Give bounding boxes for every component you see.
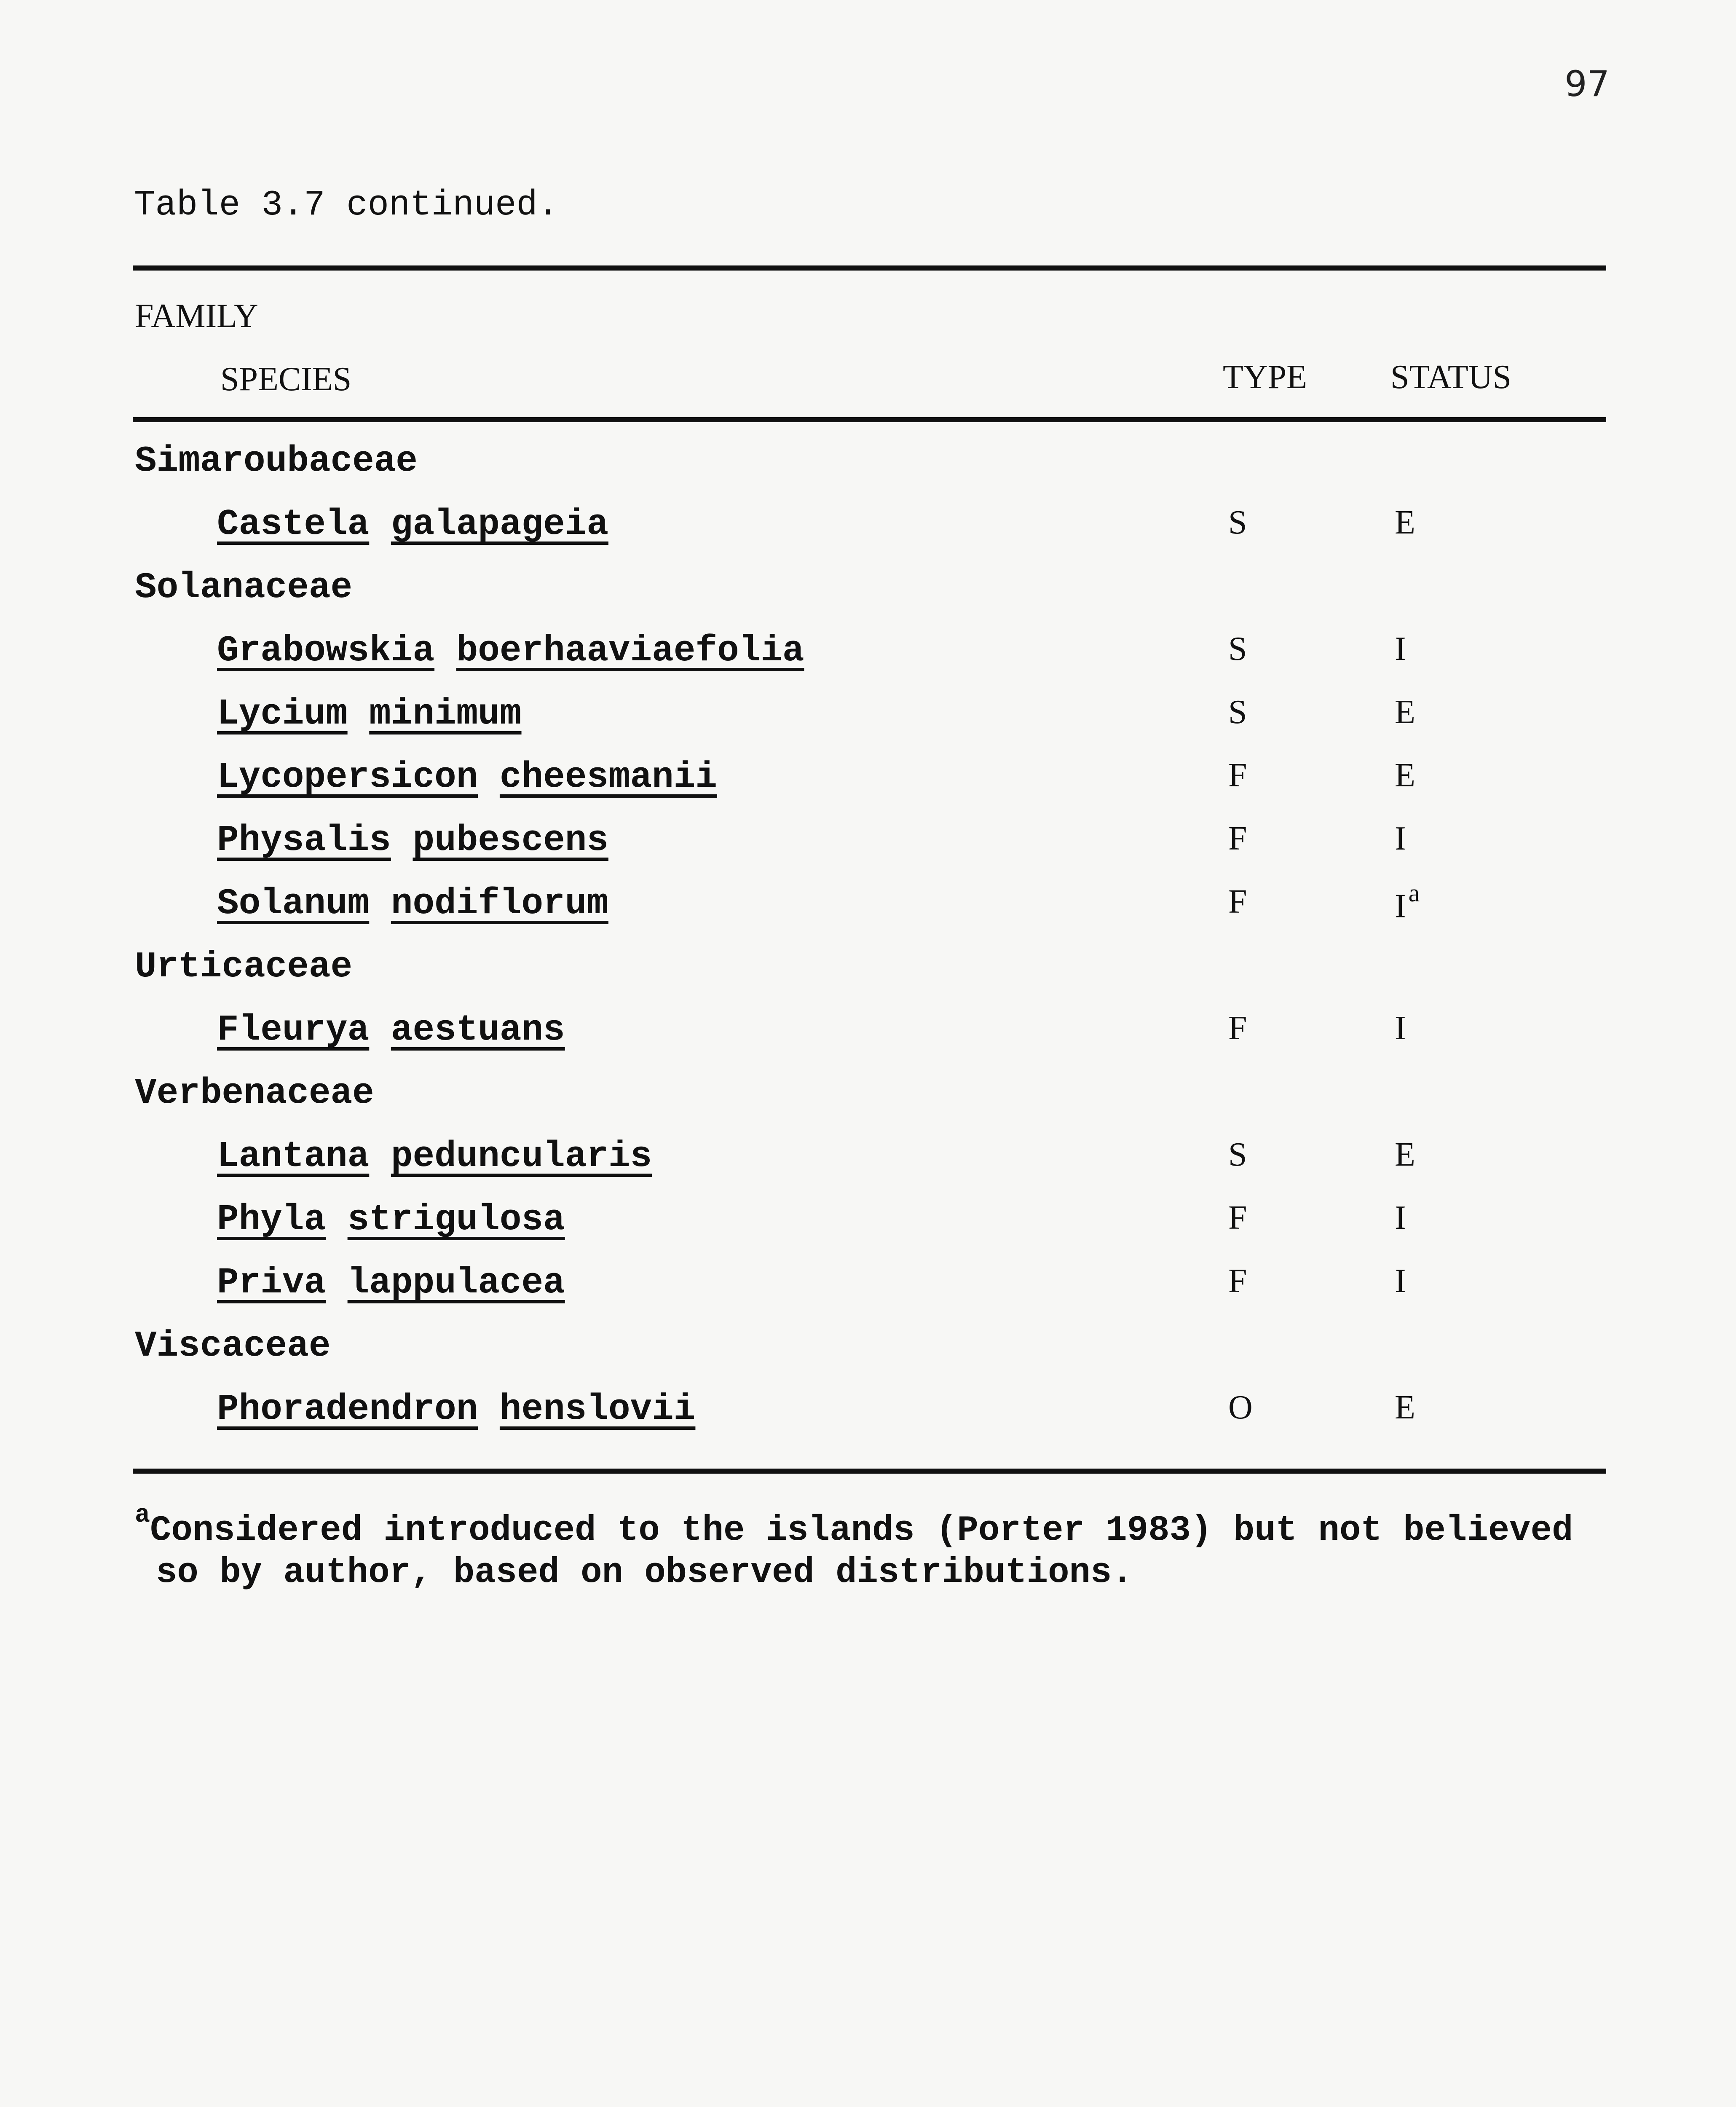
status-value: I (1395, 1199, 1406, 1236)
table-title: Table 3.7 continued. (134, 185, 559, 225)
family-name: Simaroubaceae (135, 440, 418, 482)
epithet: cheesmanii (499, 756, 718, 798)
family-row (0, 567, 1736, 630)
table-header-rule (133, 417, 1606, 422)
status-value: E (1395, 1136, 1415, 1173)
species-name (217, 504, 608, 545)
status-cell (1395, 693, 1415, 732)
status-cell (1395, 1262, 1406, 1300)
epithet: lappulacea (347, 1262, 565, 1303)
epithet: minimum (369, 693, 522, 735)
type-cell: F (1228, 820, 1247, 857)
page-number: 97 (1565, 63, 1610, 105)
species-name (217, 1199, 565, 1240)
species-row (0, 756, 1736, 820)
genus: Lantana (217, 1136, 370, 1177)
species-name (217, 1009, 565, 1051)
epithet: strigulosa (347, 1199, 565, 1240)
species-name (217, 693, 522, 735)
table-bottom-rule (133, 1469, 1606, 1474)
footnote (135, 1500, 1610, 1594)
footnote-line-2: so by author, based on observed distributions. (156, 1553, 1133, 1593)
species-name (217, 883, 608, 924)
family-row (0, 1072, 1736, 1136)
epithet: pubescens (413, 820, 608, 861)
genus: Grabowskia (217, 630, 435, 671)
status-cell (1395, 1199, 1406, 1237)
genus: Lycium (217, 693, 348, 735)
genus: Phoradendron (217, 1389, 478, 1430)
genus: Physalis (217, 820, 391, 861)
status-cell (1395, 756, 1415, 795)
family-row (0, 946, 1736, 1009)
species-row (0, 630, 1736, 693)
species-row (0, 1009, 1736, 1072)
species-row (0, 504, 1736, 567)
status-value: I (1395, 1010, 1406, 1047)
status-value: I (1395, 887, 1406, 925)
epithet: nodiflorum (391, 883, 608, 924)
status-cell (1395, 879, 1420, 926)
status-cell (1395, 504, 1415, 542)
genus: Lycopersicon (217, 756, 478, 798)
epithet: boerhaaviaefolia (456, 630, 804, 671)
family-name: Viscaceae (135, 1325, 331, 1367)
genus: Fleurya (217, 1009, 370, 1051)
species-row (0, 1199, 1736, 1262)
species-name (217, 1136, 652, 1177)
species-name (217, 756, 717, 798)
type-cell: S (1228, 1136, 1247, 1173)
column-header-species: SPECIES (220, 361, 352, 398)
family-row (0, 440, 1736, 504)
status-value: I (1395, 630, 1406, 667)
family-row (0, 1325, 1736, 1389)
status-cell (1395, 820, 1406, 858)
status-value: E (1395, 694, 1415, 731)
footnote-marker: a (135, 1501, 150, 1530)
status-value: E (1395, 1389, 1415, 1426)
type-cell: F (1228, 757, 1247, 794)
species-row (0, 693, 1736, 756)
family-name: Urticaceae (135, 946, 353, 987)
species-row (0, 1136, 1736, 1199)
species-name (217, 630, 804, 671)
type-cell: F (1228, 1010, 1247, 1047)
type-cell: F (1228, 1199, 1247, 1236)
status-value: I (1395, 820, 1406, 857)
species-name (217, 820, 608, 861)
type-cell: S (1228, 504, 1247, 541)
epithet: aestuans (391, 1009, 565, 1051)
status-value: I (1395, 1263, 1406, 1300)
genus: Solanum (217, 883, 370, 924)
status-cell (1395, 1136, 1415, 1174)
species-row (0, 1389, 1736, 1452)
family-name: Solanaceae (135, 567, 353, 608)
epithet: henslovii (499, 1389, 696, 1430)
table-top-rule (133, 265, 1606, 271)
type-cell: F (1228, 1263, 1247, 1300)
genus: Phyla (217, 1199, 326, 1240)
type-cell: S (1228, 694, 1247, 731)
status-cell (1395, 630, 1406, 668)
status-value: E (1395, 504, 1415, 541)
species-row (0, 820, 1736, 883)
species-name (217, 1389, 695, 1430)
status-footnote-marker: a (1408, 879, 1420, 907)
column-header-type: TYPE (1223, 359, 1307, 396)
epithet: peduncularis (391, 1136, 652, 1177)
epithet: galapageia (391, 504, 608, 545)
genus: Priva (217, 1262, 326, 1303)
genus: Castela (217, 504, 370, 545)
family-name: Verbenaceae (135, 1072, 374, 1114)
status-cell (1395, 1009, 1406, 1048)
type-cell: F (1228, 883, 1247, 920)
species-row (0, 1262, 1736, 1325)
status-value: E (1395, 757, 1415, 794)
footnote-line-1: Considered introduced to the islands (Porter 1983) but not believed (150, 1511, 1573, 1551)
type-cell: O (1228, 1389, 1253, 1426)
column-header-family: FAMILY (135, 298, 258, 335)
column-header-status: STATUS (1390, 359, 1511, 396)
species-name (217, 1262, 565, 1303)
status-cell (1395, 1389, 1415, 1427)
species-row (0, 879, 1736, 946)
type-cell: S (1228, 630, 1247, 667)
